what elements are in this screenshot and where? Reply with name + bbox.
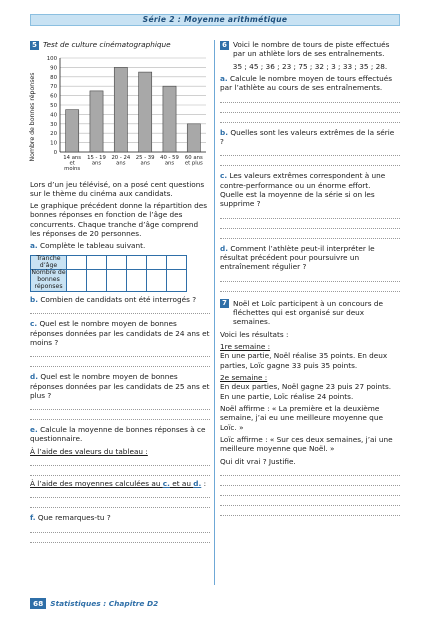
chart-x-tick-label: 14 ans [63, 154, 82, 161]
ex7-week1-label: 1re semaine : [220, 341, 271, 351]
table-cell[interactable] [147, 270, 167, 291]
ex7-noel-says: Noël affirme : « La première et la deuxième semaine, j’ai eu une meilleure moyenne que Loïc. » [220, 403, 383, 432]
ex5-qf-label: f. [30, 513, 36, 523]
chart-bar [114, 67, 127, 152]
answer-line[interactable] [30, 533, 210, 543]
chart-x-tick-label: ans [91, 160, 102, 167]
chart-y-tick-label: 20 [50, 130, 57, 137]
exercise-6-header [220, 40, 400, 59]
answer-line[interactable] [220, 486, 400, 496]
chart-x-tick-label: 25 - 39 [135, 154, 155, 161]
table-cell[interactable] [127, 270, 147, 291]
ex6-question-c [220, 171, 400, 190]
ex7-question: Qui dit vrai ? Justifie. [220, 456, 296, 466]
ex5-qd-text: Quel est le nombre moyen de bonnes réponses données par les candidats de 25 ans et plus ? [30, 372, 210, 400]
ex5-qd-label: d. [30, 372, 38, 382]
answer-line[interactable] [220, 466, 400, 476]
bar-chart [30, 52, 210, 177]
ex5-intro-2: Le graphique précédent donne la répartition des bonnes réponses en fonction de l’âge des concurrents. Chaque tranche d’âge comprend les réponses de 20 personnes. [30, 201, 208, 239]
table-row [31, 255, 187, 270]
ex5-intro-1: Lors d’un jeu télévisé, on a posé cent questions sur le thème du cinéma aux candidats. [30, 179, 205, 198]
ex5-qe-text: Calcule la moyenne de bonnes réponses à ce questionnaire. [30, 425, 206, 444]
exercise-5-title: Test de culture cinématographique [43, 40, 171, 49]
chart-x-tick-label: moins [64, 165, 81, 172]
chart-y-tick-label: 10 [50, 140, 57, 147]
ex6-qa-text: Calcule le nombre moyen de tours effectués par l’athlète au cours de ses entraînements. [220, 73, 393, 93]
answer-line[interactable] [220, 156, 400, 166]
ex5-qe-sub2-c: c. [162, 479, 170, 489]
chart-x-tick-label: 60 ans [184, 154, 203, 161]
answer-line[interactable] [30, 400, 210, 410]
ex5-question-e [30, 425, 210, 444]
page-header [30, 14, 400, 26]
ex5-question-d [30, 372, 210, 400]
table-cell[interactable] [107, 255, 127, 270]
answer-line[interactable] [30, 304, 210, 314]
page-footer [30, 598, 158, 609]
answer-line[interactable] [220, 103, 400, 113]
ex6-qa-label: a. [220, 73, 228, 83]
table-row-header-age: Tranche d’âge [31, 255, 67, 270]
ex6-intro: Voici le nombre de tours de piste effectués par un athlète lors de ses entraînements. [233, 40, 390, 59]
chart-y-axis-label: Nombre de bonnes réponses [29, 72, 37, 161]
answer-line[interactable] [220, 506, 400, 516]
ex7-week1-text: En une partie, Noël réalise 35 points. En deux parties, Loïc gagne 33 puis 35 points. [220, 351, 388, 370]
chart-y-tick-label: 0 [53, 149, 57, 156]
answer-line[interactable] [220, 282, 400, 292]
ex6-qc-text: Les valeurs extrêmes correspondent à une contre-performance ou un énorme effort. [220, 171, 386, 190]
answer-line[interactable] [30, 488, 210, 498]
table-cell[interactable] [107, 270, 127, 291]
ex7-week2-label: 2e semaine : [220, 372, 268, 382]
ex6-values: 35 ; 45 ; 36 ; 23 ; 75 ; 32 ; 3 ; 33 ; 35 ; 28. [232, 61, 388, 71]
ex5-qa-text: Complète le tableau suivant. [40, 241, 146, 251]
table-cell[interactable] [167, 255, 187, 270]
chart-x-tick-label: 40 - 59 [160, 154, 179, 161]
answer-line[interactable] [220, 113, 400, 123]
ex5-question-f [30, 513, 210, 522]
ex5-qf-text: Que remarques-tu ? [37, 513, 111, 523]
table-row-header-answers: Nombre de bonnes réponses [31, 269, 66, 291]
chart-bar [163, 86, 176, 152]
answer-line[interactable] [220, 219, 400, 229]
chart-x-tick-label: ans [140, 160, 150, 167]
chart-y-tick-label: 40 [50, 111, 57, 118]
ex5-question-b [30, 295, 210, 304]
answer-line[interactable] [30, 347, 210, 357]
ex7-intro: Noël et Loïc participent à un concours de fléchettes qui est organisé sur deux semaines. [233, 298, 383, 327]
chart-x-tick-label: ans [164, 160, 175, 167]
chapter-title: Statistiques : Chapitre D2 [50, 599, 159, 608]
ex7-loic-says: Loïc affirme : « Sur ces deux semaines, j’ai une meilleure moyenne que Noël. » [220, 434, 393, 454]
table-cell[interactable] [87, 255, 107, 270]
right-column [220, 40, 400, 516]
answer-line[interactable] [30, 498, 210, 508]
left-column [30, 40, 210, 543]
ex6-qb-label: b. [220, 127, 228, 137]
exercise-7-number: 7 [220, 299, 229, 308]
bar-chart-svg [30, 52, 210, 177]
ex5-qe-sub2-pre: À l’aide des moyennes calculées au [30, 479, 163, 489]
answer-line[interactable] [220, 229, 400, 239]
answer-line[interactable] [220, 476, 400, 486]
ex5-qe-sub2-d: d. [193, 479, 202, 489]
answer-line[interactable] [220, 209, 400, 219]
table-row [31, 270, 187, 291]
ex7-week2-text: En deux parties, Noël gagne 23 puis 27 points. En une partie, Loïc réalise 24 points. [220, 382, 392, 401]
page-header-title: Série 2 : Moyenne arithmétique [142, 15, 288, 24]
answer-line[interactable] [220, 272, 400, 282]
answer-line[interactable] [30, 456, 210, 466]
chart-y-tick-label: 60 [50, 93, 57, 100]
exercise-5-number: 5 [30, 41, 39, 50]
chart-bar [139, 72, 152, 152]
ex5-qe-sub2-mid: et au [169, 479, 194, 489]
ex5-qb-label: b. [30, 294, 38, 304]
table-cell[interactable] [67, 255, 87, 270]
chart-y-tick-label: 80 [50, 74, 57, 81]
ex5-qc-text: Quel est le nombre moyen de bonnes réponses données par les candidats de 24 ans et moins ? [30, 319, 210, 347]
exercise-7-header [220, 299, 400, 327]
ex5-qa-label: a. [30, 241, 38, 251]
chart-bar [66, 109, 79, 151]
chart-x-tick-label: 20 - 24 [111, 154, 131, 161]
ex5-question-c [30, 319, 210, 347]
page-number: 68 [30, 598, 46, 609]
chart-x-tick-label: et plus [184, 160, 203, 167]
chart-y-tick-label: 70 [50, 83, 57, 90]
answer-line[interactable] [30, 523, 210, 533]
column-divider [214, 40, 215, 585]
ex6-qd-text: Comment l’athlète peut-il interpréter le résultat précédent pour poursuivre un entraînement régulier ? [220, 243, 375, 272]
ex5-qc-label: c. [30, 319, 38, 329]
ex6-question-a [220, 74, 400, 93]
ex6-qb-text: Quelles sont les valeurs extrêmes de la série ? [220, 127, 395, 146]
ex6-qc-text2: Quelle est la moyenne de la série si on les supprime ? [220, 189, 375, 209]
ex7-results-label: Voici les résultats : [220, 329, 289, 339]
exercise-5-header [30, 40, 210, 50]
table-cell[interactable] [167, 270, 187, 291]
answer-line[interactable] [30, 357, 210, 367]
table-cell[interactable] [127, 255, 147, 270]
ex6-qd-label: d. [220, 243, 228, 253]
exercise-6-number: 6 [220, 41, 229, 50]
answer-line[interactable] [220, 93, 400, 103]
chart-bar [187, 123, 200, 151]
table-cell[interactable] [147, 255, 167, 270]
answer-line[interactable] [220, 146, 400, 156]
ex5-qb-text: Combien de candidats ont été interrogés ? [40, 294, 197, 304]
chart-x-tick-label: ans [116, 160, 126, 167]
chart-x-tick-label: 15 - 19 [87, 154, 106, 161]
ex6-question-d [220, 244, 400, 272]
ex5-qe-label: e. [30, 425, 38, 435]
ex6-question-b [220, 128, 400, 147]
answer-line[interactable] [30, 466, 210, 476]
table-cell[interactable] [87, 270, 107, 291]
chart-y-tick-label: 90 [50, 64, 57, 71]
age-table [30, 255, 187, 292]
chart-y-tick-label: 30 [50, 121, 57, 128]
chart-x-tick-label: et [69, 160, 75, 167]
ex5-qe-sub2 [30, 479, 210, 488]
chart-bar [90, 90, 103, 151]
chart-y-tick-label: 50 [50, 102, 57, 109]
answer-line[interactable] [30, 410, 210, 420]
ex5-qe-sub2-post: : [201, 479, 207, 489]
answer-line[interactable] [220, 496, 400, 506]
table-cell[interactable] [67, 270, 87, 291]
ex6-qc-label: c. [220, 171, 228, 181]
ex5-question-a [30, 241, 210, 250]
chart-y-tick-label: 100 [46, 55, 57, 62]
ex5-qe-sub1: À l’aide des valeurs du tableau : [30, 446, 148, 456]
